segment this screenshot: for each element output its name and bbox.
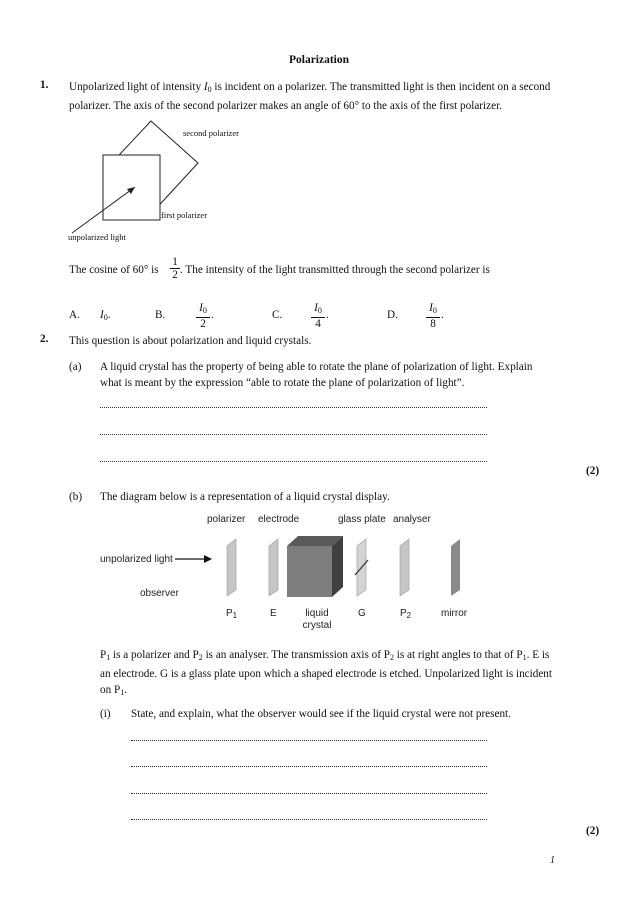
option-a-var: I: [100, 309, 104, 321]
question-2-intro: This question is about polarization and liquid crystals.: [69, 335, 312, 347]
question-1-number: 1.: [40, 79, 49, 91]
first-polarizer-label: first polarizer: [161, 210, 208, 220]
answer-line[interactable]: [100, 407, 487, 408]
liquid-word: liquid: [305, 608, 329, 619]
lcd-polarizer-label: polarizer: [207, 514, 246, 525]
cosine-fraction: [170, 256, 180, 281]
option-b-var: I: [199, 302, 203, 314]
e-plate: [269, 539, 278, 596]
lcd-p1-label: [226, 608, 237, 620]
page-title: Polarization: [288, 54, 350, 66]
desc-part: is at right angles to that of P: [393, 649, 523, 661]
option-b-fraction: [196, 302, 210, 330]
cosine-denominator: 2: [172, 269, 178, 281]
marks-a: (2): [586, 465, 600, 477]
option-d-suffix: .: [441, 309, 444, 321]
desc-part: . E is: [526, 649, 550, 661]
q1-text-line2: polarizer. The axis of the second polarizer makes an angle of 60° to the axis of the first polarizer.: [69, 100, 502, 112]
option-b-den: 2: [200, 318, 206, 330]
q1-text-part: Unpolarized light of intensity: [69, 81, 204, 93]
liquid-crystal-front: [287, 546, 332, 597]
lcd-p2-label: [400, 608, 411, 620]
answer-line[interactable]: [131, 740, 487, 741]
part-a-label: (a): [69, 361, 82, 373]
answer-line[interactable]: [131, 819, 487, 820]
p1-plate: [227, 539, 236, 596]
part-b-text: The diagram below is a representation of a liquid crystal display.: [100, 491, 390, 503]
desc-sub: 1: [106, 653, 111, 662]
option-c-var: I: [314, 302, 318, 314]
answer-line[interactable]: [100, 434, 487, 435]
option-c-fraction: [311, 302, 325, 330]
option-b-sub: 0: [202, 306, 207, 315]
cosine-text: The cosine of 60° is: [69, 264, 159, 276]
part-a-line1: A liquid crystal has the property of being able to rotate the plane of polarization of light. Explain: [100, 361, 533, 373]
option-b-letter: B.: [155, 309, 166, 321]
desc-sub: 2: [198, 653, 203, 662]
mirror-plate: [451, 539, 460, 596]
p2-plate: [400, 539, 409, 596]
page-number: 1: [550, 855, 555, 866]
option-a-letter: A.: [69, 309, 80, 321]
lcd-analyser-label: analyser: [393, 514, 431, 525]
desc-part: is a polarizer and P: [110, 649, 199, 661]
option-d-sub: 0: [432, 306, 437, 315]
lcd-unpolarized-light-label: unpolarized light: [100, 554, 173, 565]
q1-text-part: is incident on a polarizer. The transmitted light is then incident on a second: [211, 81, 551, 93]
crystal-word: crystal: [302, 620, 332, 631]
cosine-text-cont: . The intensity of the light transmitted through the second polarizer is: [180, 264, 490, 276]
desc-part: P: [100, 649, 107, 661]
option-a-sub: 0: [103, 313, 108, 322]
question-2-number: 2.: [40, 333, 49, 345]
question-1-text: [69, 79, 609, 114]
light-arrow-head: [204, 555, 212, 563]
answer-line[interactable]: [131, 793, 487, 794]
option-c-sub: 0: [317, 306, 322, 315]
lcd-e-label: E: [270, 608, 277, 619]
part-b-label: (b): [69, 491, 83, 503]
p1-sub: 1: [232, 611, 238, 620]
option-d-den: 8: [430, 318, 436, 330]
first-polarizer-shape: [103, 155, 160, 220]
option-c-den: 4: [315, 318, 321, 330]
part-a-line2: what is meant by the expression “able to rotate the plane of polarization of light”.: [100, 377, 465, 389]
cosine-numerator: 1: [172, 256, 178, 268]
q1-intensity-var: I: [203, 81, 208, 93]
part-bi-text: State, and explain, what the observer would see if the liquid crystal were not present.: [131, 708, 511, 720]
desc-part: on P: [100, 684, 121, 696]
lcd-electrode-label: electrode: [258, 514, 300, 525]
option-d-var: I: [429, 302, 433, 314]
p1-letter: P: [226, 608, 233, 619]
desc-part: is an analyser. The transmission axis of P: [202, 649, 390, 661]
part-a-text: [100, 359, 600, 391]
marks-bi: (2): [586, 825, 600, 837]
desc-sub: 1: [522, 653, 527, 662]
p2-letter: P: [400, 608, 407, 619]
desc-line2: an electrode. G is a glass plate upon which a shaped electrode is etched. Unpolarized light is incident: [100, 668, 553, 680]
q1-intensity-sub: 0: [207, 85, 212, 94]
option-c-suffix: .: [326, 309, 329, 321]
option-a-suffix: .: [107, 309, 111, 321]
option-d-fraction: [426, 302, 440, 330]
desc-sub: 1: [120, 688, 125, 697]
p2-sub: 2: [406, 611, 412, 620]
part-b-description: [100, 647, 610, 701]
option-c-letter: C.: [272, 309, 283, 321]
lcd-diagram: [170, 530, 480, 605]
liquid-crystal-side: [332, 536, 343, 597]
lcd-glass-plate-label: glass plate: [338, 514, 386, 525]
lcd-mirror-label: mirror: [441, 608, 468, 619]
answer-line[interactable]: [131, 766, 487, 767]
unpolarized-light-label: unpolarized light: [68, 232, 126, 242]
lcd-observer-label: observer: [140, 588, 179, 599]
part-bi-label: (i): [100, 708, 111, 720]
desc-part: .: [124, 684, 128, 696]
lcd-g-label: G: [358, 608, 366, 619]
desc-sub: 2: [389, 653, 394, 662]
polarizer-diagram: [60, 115, 280, 245]
option-d-letter: D.: [387, 309, 398, 321]
lcd-liquid-crystal-label: [302, 608, 332, 632]
second-polarizer-label: second polarizer: [183, 128, 239, 138]
answer-line[interactable]: [100, 461, 487, 462]
option-b-suffix: .: [211, 309, 214, 321]
option-a-value: [100, 309, 111, 322]
